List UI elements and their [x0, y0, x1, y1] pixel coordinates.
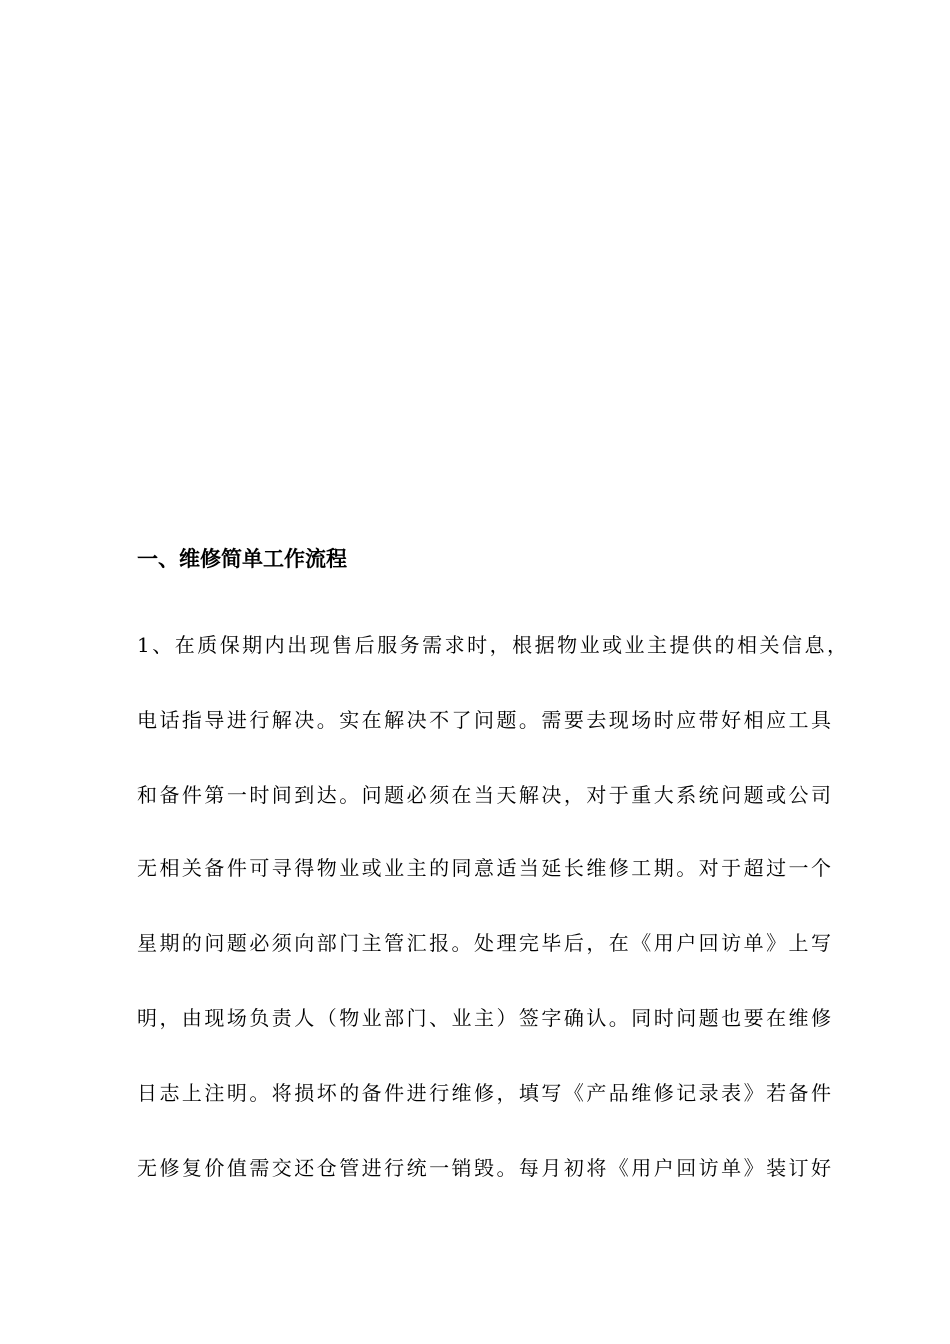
paragraph-line-6: 明，由现场负责人（物业部门、业主）签字确认。同时问题也要在维修	[137, 1006, 831, 1030]
paragraph-line-4: 无相关备件可寻得物业或业主的同意适当延长维修工期。对于超过一个	[137, 856, 831, 880]
section-heading: 一、维修简单工作流程	[137, 547, 347, 571]
paragraph-line-1: 1、在质保期内出现售后服务需求时，根据物业或业主提供的相关信息，	[137, 633, 847, 657]
paragraph-line-2: 电话指导进行解决。实在解决不了问题。需要去现场时应带好相应工具	[137, 708, 831, 732]
paragraph-line-8: 无修复价值需交还仓管进行统一销毁。每月初将《用户回访单》装订好	[137, 1156, 831, 1180]
paragraph-line-7: 日志上注明。将损坏的备件进行维修，填写《产品维修记录表》若备件	[137, 1081, 831, 1105]
paragraph-line-3: 和备件第一时间到达。问题必须在当天解决，对于重大系统问题或公司	[137, 783, 831, 807]
paragraph-line-5: 星期的问题必须向部门主管汇报。处理完毕后，在《用户回访单》上写	[137, 931, 831, 955]
